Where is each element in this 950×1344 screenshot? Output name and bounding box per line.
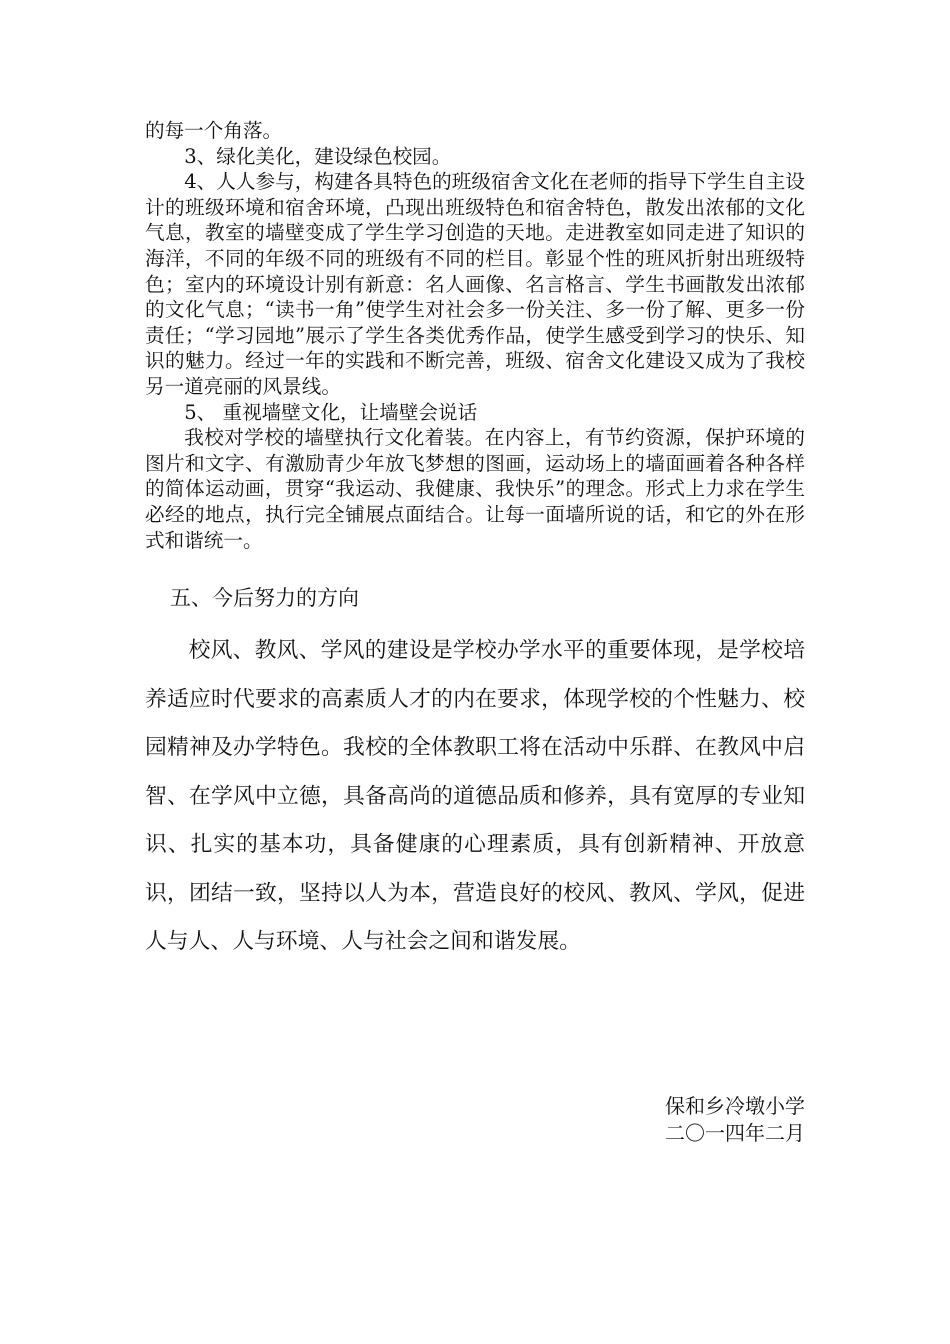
item-3: 3、绿化美化，建设绿色校园。 [184,144,452,168]
lead-fragment: 的每一个角落。 [145,119,283,142]
item-4: 4、人人参与，构建各具特色的班级宿舍文化在老师的指导下学生自主设计的班级环境和宿舍环境，凸现出班级特色和宿舍特色，散发出浓郁的文化气息，教室的墙壁变成了学生学习创造的天地。走进教室如同走进了知识的海洋，不同的年级不同的班级有不同的栏目。彰显个性的班风折射出班级特色；室内的环境设计别有新意：名人画像、名言格言、学生书画散发出浓郁的文化气息；“读书一角”使学生对社会多一份关注、多一份了解、更多一份责任；“学习园地”展示了学生各类优秀作品，使学生感受到学习的快乐、知识的魅力。经过一年的实践和不断完善，班级、宿舍文化建设又成为了我校另一道亮丽的风景线。 [145,170,805,398]
signature-org: 保和乡冷墩小学 [665,1094,805,1118]
item-5-body: 我校对学校的墙壁执行文化着装。在内容上，有节约资源，保护环境的图片和文字、有激励青少年放飞梦想的图画，运动场上的墙面画着各种各样的简体运动画，贯穿“我运动、我健康、我快乐”的理念。形式上力求在学生必经的地点，执行完全铺展点面结合。让每一面墙所说的话，和它的外在形式和谐统一。 [145,426,805,552]
section-body: 校风、教风、学风的建设是学校办学水平的重要体现，是学校培养适应时代要求的高素质人才的内在要求，体现学校的个性魅力、校园精神及办学特色。我校的全体教职工将在活动中乐群、在教风中启智、在学风中立德，具备高尚的道德品质和修养，具有宽厚的专业知识、扎实的基本功，具备健康的心理素质，具有创新精神、开放意识，团结一致，坚持以人为本，营造良好的校风、教风、学风，促进人与人、人与环境、人与社会之间和谐发展。 [145,638,805,954]
signature-date: 二〇一四年二月 [665,1121,805,1145]
section-title: 五、今后努力的方向 [170,586,359,610]
body-section-four [145,118,805,553]
signature-block [665,1093,805,1147]
item-5-title: 5、 重视墙壁文化，让墙壁会说话 [184,400,478,424]
